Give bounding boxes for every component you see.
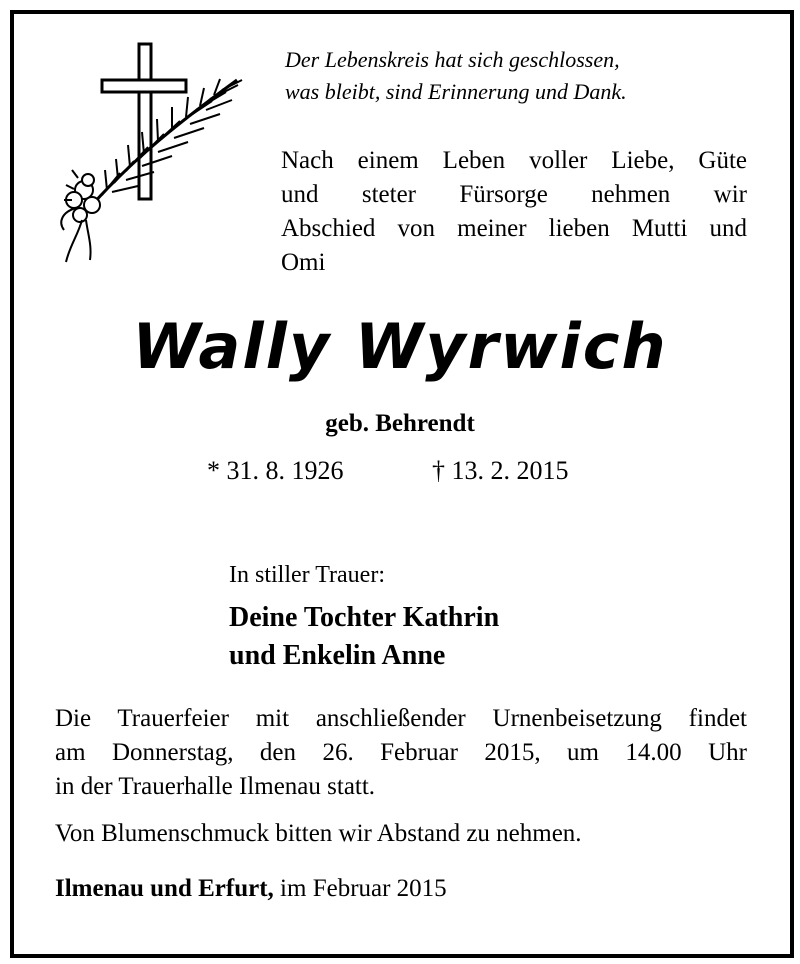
ceremony-paragraph <box>55 702 747 804</box>
flowers-note: Von Blumenschmuck bitten wir Abstand zu nehmen. <box>55 820 582 847</box>
intro-line-4: Omi <box>281 249 326 276</box>
intro-line-2: und steter Fürsorge nehmen wir <box>281 181 747 208</box>
birth-date: * 31. 8. 1926 <box>207 456 344 485</box>
maiden-name: geb. Behrendt <box>325 410 475 437</box>
closing-date: im Februar 2015 <box>280 875 447 902</box>
deceased-name: Wally Wyrwich <box>132 310 668 383</box>
motto-line-2: was bleibt, sind Erinnerung und Dank. <box>285 79 627 104</box>
mourner-line-1: Deine Tochter Kathrin <box>229 602 500 633</box>
mourning-intro: In stiller Trauer: <box>229 562 385 588</box>
ceremony-line-3: in der Trauerhalle Ilmenau statt. <box>55 773 376 800</box>
mourner-line-2: und Enkelin Anne <box>229 640 446 671</box>
intro-line-1: Nach einem Leben voller Liebe, Güte <box>281 147 747 174</box>
death-date: † 13. 2. 2015 <box>432 456 569 485</box>
closing-place: Ilmenau und Erfurt, <box>55 875 274 902</box>
cross-palm-icon <box>52 40 252 265</box>
closing-line <box>55 875 447 903</box>
intro-paragraph <box>281 144 747 280</box>
ceremony-line-1: Die Trauerfeier mit anschließender Urnenbeisetzung findet <box>55 705 747 732</box>
motto-line-1: Der Lebenskreis hat sich geschlossen, <box>285 47 620 72</box>
intro-line-3: Abschied von meiner lieben Mutti und <box>281 215 747 242</box>
ceremony-line-2: am Donnerstag, den 26. Februar 2015, um 14.00 Uhr <box>55 739 747 766</box>
